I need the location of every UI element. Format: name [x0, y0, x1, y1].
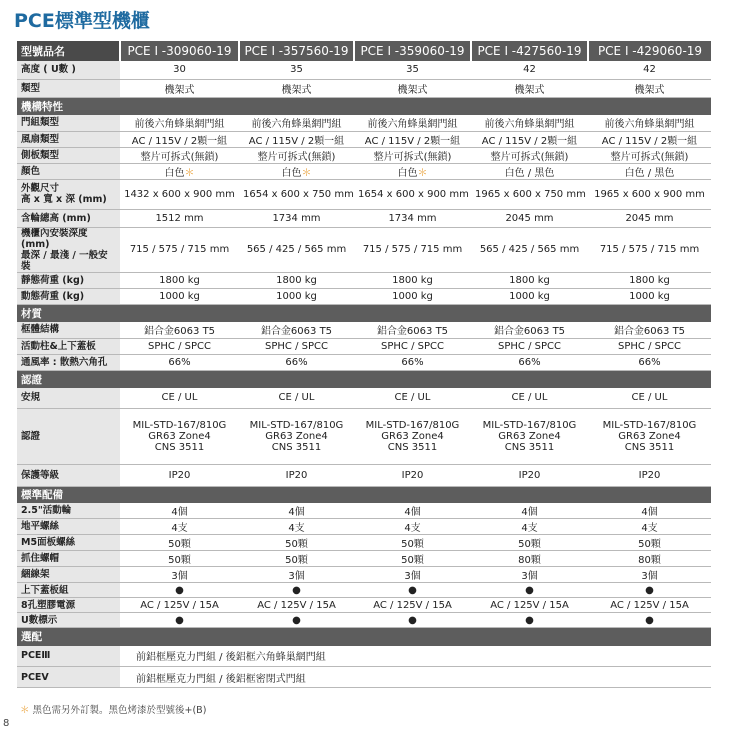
- cell-value: SPHC / SPCC: [588, 338, 711, 354]
- cell-value: IP20: [588, 464, 711, 486]
- table-row: [17, 388, 711, 408]
- cell-value: 1654 x 600 x 900 mm: [354, 179, 471, 209]
- row-label: U數標示: [17, 613, 120, 628]
- cell-value: ●: [471, 583, 588, 598]
- cell-value: 1800 kg: [471, 272, 588, 288]
- cell-value: [120, 163, 239, 179]
- cell-value: 2045 mm: [588, 209, 711, 227]
- table-row: [17, 551, 711, 567]
- cell-value: [239, 408, 354, 464]
- page-number: 8: [3, 718, 10, 729]
- cell-value: 1000 kg: [471, 288, 588, 304]
- table-row: [17, 227, 711, 272]
- row-label-line: 高 x 寬 x 深 (mm): [21, 194, 107, 205]
- row-label: 認證: [17, 408, 120, 464]
- cell-value: 鋁合金6063 T5: [471, 322, 588, 338]
- cell-value: AC / 115V / 2顆一組: [354, 131, 471, 147]
- row-label: 8孔塑膠電源: [17, 598, 120, 613]
- row-label: 風扇類型: [17, 131, 120, 147]
- cert-line: CNS 3511: [387, 441, 438, 453]
- row-label: 2.5"活動輪: [17, 503, 120, 519]
- cert-line: GR63 Zone4: [265, 430, 328, 442]
- cell-value: 1800 kg: [120, 272, 239, 288]
- color-value: 白色: [281, 167, 302, 179]
- row-label: PCEⅤ: [17, 667, 120, 688]
- cert-line: CNS 3511: [504, 441, 555, 453]
- cell-value: 66%: [354, 354, 471, 370]
- cell-value: AC / 125V / 15A: [471, 598, 588, 613]
- cell-value: 1432 x 600 x 900 mm: [120, 179, 239, 209]
- cell-value: AC / 125V / 15A: [120, 598, 239, 613]
- cell-value: [471, 408, 588, 464]
- row-label-line: 外觀尺寸: [21, 183, 60, 194]
- cell-value: 前後六角蜂巢網門組: [354, 115, 471, 131]
- row-label: 抓住螺帽: [17, 551, 120, 567]
- cell-value: 80顆: [588, 551, 711, 567]
- table-row: [17, 209, 711, 227]
- section-header: [17, 304, 711, 322]
- cell-value: [354, 163, 471, 179]
- cell-value: 3個: [354, 567, 471, 583]
- cell-value: [471, 163, 588, 179]
- row-label: 通風率 : 散熱六角孔: [17, 354, 120, 370]
- row-label: 保護等級: [17, 464, 120, 486]
- cell-value: IP20: [120, 464, 239, 486]
- row-label: 靜態荷重 (kg): [17, 272, 120, 288]
- cell-value: 1800 kg: [239, 272, 354, 288]
- row-label: M5面板螺絲: [17, 535, 120, 551]
- cert-line: CNS 3511: [624, 441, 675, 453]
- table-row: [17, 338, 711, 354]
- cell-value: CE / UL: [354, 388, 471, 408]
- row-label: 高度 ( U數 ): [17, 61, 120, 79]
- star-mark: ＊: [184, 167, 195, 179]
- footnote-text: 黑色需另外訂製。黑色烤漆於型號後+(B): [32, 705, 207, 716]
- cell-value: 1000 kg: [354, 288, 471, 304]
- cell-value: 4個: [588, 503, 711, 519]
- cell-value: 整片可拆式(無鎖): [354, 147, 471, 163]
- cell-value: ●: [120, 583, 239, 598]
- cell-value: 機架式: [120, 79, 239, 97]
- table-row: [17, 61, 711, 79]
- cell-value: 鋁合金6063 T5: [354, 322, 471, 338]
- cell-value: 66%: [588, 354, 711, 370]
- cell-value: 66%: [120, 354, 239, 370]
- cell-value: ●: [239, 583, 354, 598]
- cell-value: 715 / 575 / 715 mm: [354, 227, 471, 272]
- footnote: [20, 702, 206, 716]
- row-label-line: 機櫃內安裝深度 (mm): [21, 227, 88, 250]
- cell-value: 1965 x 600 x 900 mm: [588, 179, 711, 209]
- cell-value: 4個: [120, 503, 239, 519]
- cell-value: ●: [588, 613, 711, 628]
- table-row: [17, 147, 711, 163]
- cell-value: 50顆: [471, 535, 588, 551]
- color-value: 白色 / 黑色: [624, 167, 675, 179]
- cell-value: 565 / 425 / 565 mm: [471, 227, 588, 272]
- table-header: [17, 41, 711, 61]
- table-row: [17, 408, 711, 464]
- page-title: PCE標準型機櫃: [14, 10, 150, 32]
- cell-value: 50顆: [239, 535, 354, 551]
- cell-value: 35: [354, 61, 471, 79]
- cell-value: 鋁合金6063 T5: [588, 322, 711, 338]
- cell-value: 1965 x 600 x 750 mm: [471, 179, 588, 209]
- cell-value: 35: [239, 61, 354, 79]
- row-label: 綑線架: [17, 567, 120, 583]
- cell-value: 715 / 575 / 715 mm: [120, 227, 239, 272]
- cell-value: 4支: [471, 519, 588, 535]
- cert-line: MIL-STD-167/810G: [602, 419, 697, 431]
- cell-value: 565 / 425 / 565 mm: [239, 227, 354, 272]
- cell-value: CE / UL: [120, 388, 239, 408]
- cell-value: [239, 163, 354, 179]
- cell-value: SPHC / SPCC: [471, 338, 588, 354]
- cell-value: 4個: [471, 503, 588, 519]
- table-row: [17, 322, 711, 338]
- cell-value: 機架式: [588, 79, 711, 97]
- cert-line: CNS 3511: [154, 441, 205, 453]
- cell-value: 鋁合金6063 T5: [120, 322, 239, 338]
- row-label: 類型: [17, 79, 120, 97]
- table-row: [17, 272, 711, 288]
- row-label: 安規: [17, 388, 120, 408]
- model-name: PCE I -427560-19: [471, 41, 588, 61]
- cell-value: CE / UL: [239, 388, 354, 408]
- table-row: [17, 646, 711, 667]
- color-value: 白色: [397, 167, 418, 179]
- cell-value: 1512 mm: [120, 209, 239, 227]
- row-label: 上下蓋板組: [17, 583, 120, 598]
- cell-value: IP20: [239, 464, 354, 486]
- cell-value: 前後六角蜂巢網門組: [471, 115, 588, 131]
- row-label: 地平螺絲: [17, 519, 120, 535]
- cell-value: AC / 115V / 2顆一組: [239, 131, 354, 147]
- cell-value: 50顆: [239, 551, 354, 567]
- cell-value: [354, 408, 471, 464]
- table-row: [17, 79, 711, 97]
- row-label: 側板類型: [17, 147, 120, 163]
- cell-value: 1000 kg: [239, 288, 354, 304]
- cert-line: MIL-STD-167/810G: [365, 419, 460, 431]
- section-title: 材質: [17, 304, 711, 322]
- table-row: [17, 583, 711, 598]
- model-name: PCE I -359060-19: [354, 41, 471, 61]
- cell-value: 機架式: [471, 79, 588, 97]
- cell-value: 鋁合金6063 T5: [239, 322, 354, 338]
- cell-value: 42: [588, 61, 711, 79]
- cell-value: [120, 408, 239, 464]
- table-row: [17, 179, 711, 209]
- star-mark: ＊: [20, 705, 30, 716]
- cell-value: 1734 mm: [354, 209, 471, 227]
- cert-line: GR63 Zone4: [381, 430, 444, 442]
- star-mark: ＊: [417, 167, 428, 179]
- cell-value: AC / 125V / 15A: [239, 598, 354, 613]
- cell-value: 1800 kg: [354, 272, 471, 288]
- cert-line: GR63 Zone4: [148, 430, 211, 442]
- cell-value: 50顆: [354, 535, 471, 551]
- cell-value: AC / 115V / 2顆一組: [588, 131, 711, 147]
- color-value: 白色 / 黑色: [504, 167, 555, 179]
- section-header: [17, 370, 711, 388]
- cell-value: 3個: [471, 567, 588, 583]
- cell-value: 50顆: [120, 551, 239, 567]
- model-name: PCE I -309060-19: [120, 41, 239, 61]
- section-header: [17, 486, 711, 503]
- row-label: 門組類型: [17, 115, 120, 131]
- table-row: [17, 667, 711, 688]
- cell-value: 50顆: [354, 551, 471, 567]
- option-value: 前鋁框壓克力門組 / 後鋁框密閉式門組: [120, 667, 711, 688]
- cell-value: 4個: [354, 503, 471, 519]
- table-row: [17, 535, 711, 551]
- cert-line: MIL-STD-167/810G: [132, 419, 227, 431]
- model-name: PCE I -429060-19: [588, 41, 711, 61]
- cert-line: GR63 Zone4: [498, 430, 561, 442]
- cert-line: MIL-STD-167/810G: [482, 419, 577, 431]
- cell-value: 1000 kg: [120, 288, 239, 304]
- section-title: 標準配備: [17, 486, 711, 503]
- cell-value: [588, 408, 711, 464]
- section-title: 認證: [17, 370, 711, 388]
- cell-value: 4支: [354, 519, 471, 535]
- table-row: [17, 567, 711, 583]
- star-mark: ＊: [301, 167, 312, 179]
- table-row: [17, 613, 711, 628]
- row-label: 顏色: [17, 163, 120, 179]
- cell-value: 前後六角蜂巢網門組: [239, 115, 354, 131]
- cell-value: ●: [588, 583, 711, 598]
- model-name: PCE I -357560-19: [239, 41, 354, 61]
- table-row: [17, 288, 711, 304]
- cell-value: 4支: [588, 519, 711, 535]
- spec-table: [17, 41, 711, 688]
- cell-value: 4個: [239, 503, 354, 519]
- cell-value: 機架式: [239, 79, 354, 97]
- cell-value: 整片可拆式(無鎖): [471, 147, 588, 163]
- cell-value: AC / 125V / 15A: [588, 598, 711, 613]
- cell-value: 4支: [120, 519, 239, 535]
- cell-value: SPHC / SPCC: [120, 338, 239, 354]
- row-label: 活動柱&上下蓋板: [17, 338, 120, 354]
- cell-value: 3個: [588, 567, 711, 583]
- cell-value: SPHC / SPCC: [239, 338, 354, 354]
- cell-value: CE / UL: [588, 388, 711, 408]
- cell-value: 整片可拆式(無鎖): [588, 147, 711, 163]
- cell-value: CE / UL: [471, 388, 588, 408]
- cell-value: 80顆: [471, 551, 588, 567]
- cert-line: GR63 Zone4: [618, 430, 681, 442]
- cell-value: 2045 mm: [471, 209, 588, 227]
- cert-line: CNS 3511: [271, 441, 322, 453]
- table-row: [17, 354, 711, 370]
- cell-value: 42: [471, 61, 588, 79]
- cell-value: 4支: [239, 519, 354, 535]
- table-row: [17, 519, 711, 535]
- row-label: 動態荷重 (kg): [17, 288, 120, 304]
- cell-value: ●: [354, 583, 471, 598]
- cell-value: 715 / 575 / 715 mm: [588, 227, 711, 272]
- cell-value: 50顆: [120, 535, 239, 551]
- cell-value: ●: [354, 613, 471, 628]
- row-label: [17, 179, 120, 209]
- cell-value: 66%: [239, 354, 354, 370]
- table-row: [17, 464, 711, 486]
- section-title: 選配: [17, 628, 711, 646]
- cell-value: IP20: [471, 464, 588, 486]
- cell-value: 1800 kg: [588, 272, 711, 288]
- cell-value: AC / 125V / 15A: [354, 598, 471, 613]
- row-label: [17, 227, 120, 272]
- cell-value: [588, 163, 711, 179]
- cell-value: ●: [239, 613, 354, 628]
- cell-value: 3個: [239, 567, 354, 583]
- cell-value: AC / 115V / 2顆一組: [120, 131, 239, 147]
- section-title: 機構特性: [17, 97, 711, 115]
- cell-value: AC / 115V / 2顆一組: [471, 131, 588, 147]
- cell-value: 整片可拆式(無鎖): [120, 147, 239, 163]
- cell-value: SPHC / SPCC: [354, 338, 471, 354]
- cell-value: 前後六角蜂巢網門組: [120, 115, 239, 131]
- table-row: [17, 163, 711, 179]
- color-value: 白色: [164, 167, 185, 179]
- section-header: [17, 97, 711, 115]
- table-row: [17, 115, 711, 131]
- row-label: PCEⅢ: [17, 646, 120, 667]
- cell-value: 30: [120, 61, 239, 79]
- cell-value: 1654 x 600 x 750 mm: [239, 179, 354, 209]
- cell-value: 50顆: [588, 535, 711, 551]
- cell-value: 66%: [471, 354, 588, 370]
- cert-line: MIL-STD-167/810G: [249, 419, 344, 431]
- row-label-line: 最深 / 最淺 / 一般安裝: [21, 249, 108, 272]
- cell-value: ●: [471, 613, 588, 628]
- option-value: 前鋁框壓克力門組 / 後鋁框六角蜂巢網門組: [120, 646, 711, 667]
- row-label: 框體結構: [17, 322, 120, 338]
- table-row: [17, 131, 711, 147]
- cell-value: 3個: [120, 567, 239, 583]
- cell-value: 前後六角蜂巢網門組: [588, 115, 711, 131]
- cell-value: 1000 kg: [588, 288, 711, 304]
- cell-value: IP20: [354, 464, 471, 486]
- row-label: 含輪總高 (mm): [17, 209, 120, 227]
- table-row: [17, 598, 711, 613]
- cell-value: 1734 mm: [239, 209, 354, 227]
- table-row: [17, 503, 711, 519]
- section-header: [17, 628, 711, 646]
- cell-value: 機架式: [354, 79, 471, 97]
- cell-value: 整片可拆式(無鎖): [239, 147, 354, 163]
- header-label: 型號品名: [17, 41, 120, 61]
- cell-value: ●: [120, 613, 239, 628]
